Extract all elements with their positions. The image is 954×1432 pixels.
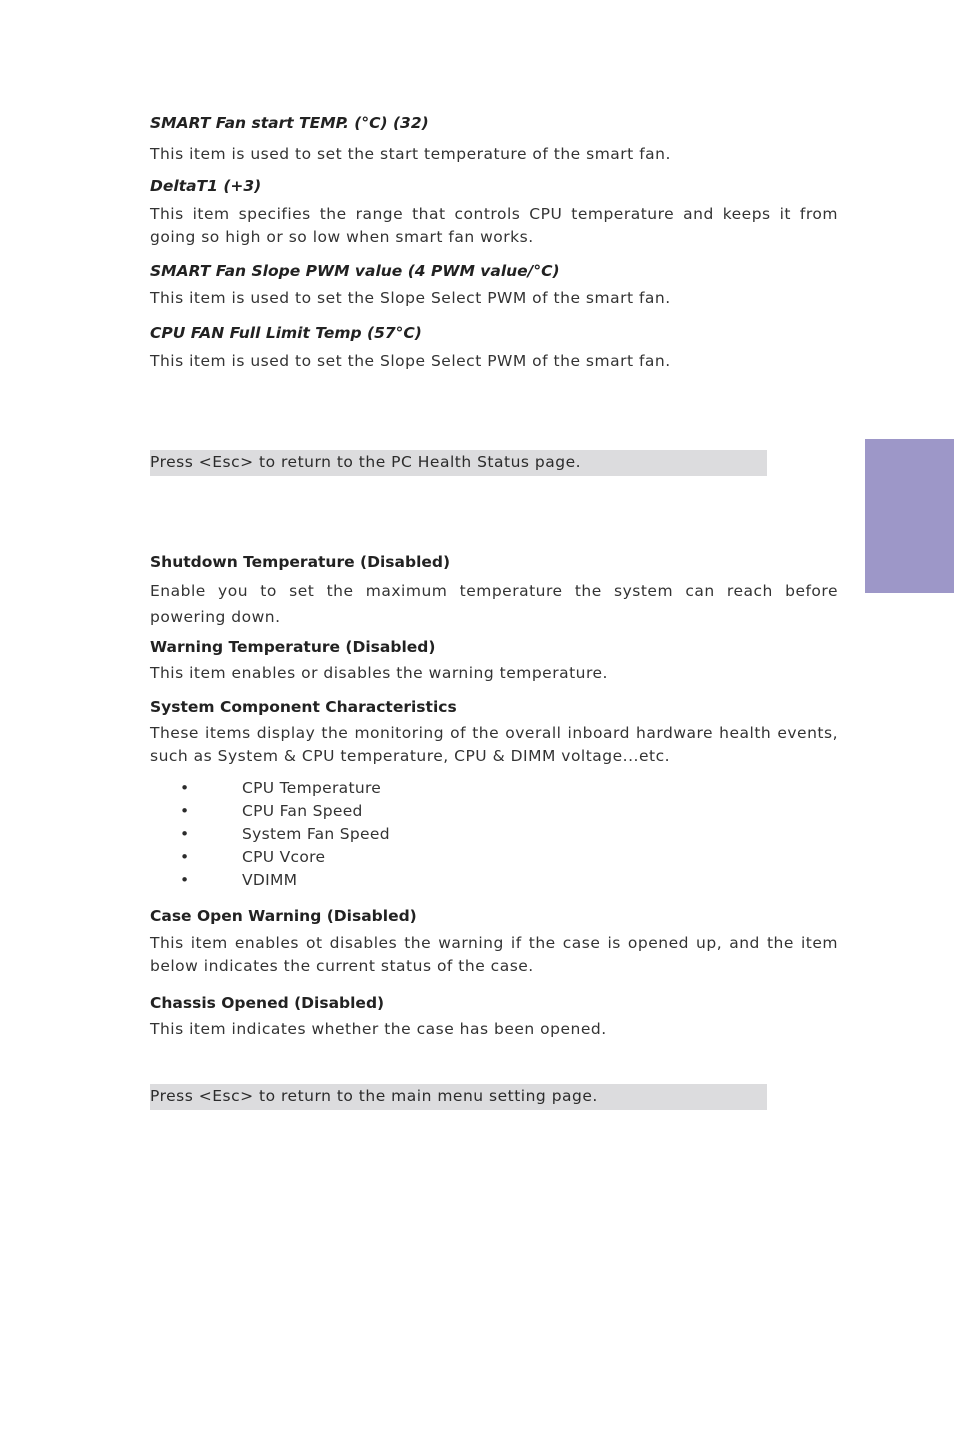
bullet: • xyxy=(180,802,190,820)
case-open-warning-heading: Case Open Warning (Disabled) xyxy=(150,907,417,925)
list-item: System Fan Speed xyxy=(242,825,390,843)
smart-fan-start-temp-heading: SMART Fan start TEMP. (°C) (32) xyxy=(150,114,429,132)
deltat1-heading: DeltaT1 (+3) xyxy=(150,177,262,195)
system-component-heading: System Component Characteristics xyxy=(150,698,457,716)
list-item: CPU Fan Speed xyxy=(242,802,363,820)
smart-fan-start-temp-desc: This item is used to set the start temperature of the smart fan. xyxy=(150,145,671,163)
system-component-desc: These items display the monitoring of the overall inboard hardware health events, such as System & CPU temperature, CPU & DIMM voltage...etc. xyxy=(150,724,838,765)
smart-fan-slope-desc: This item is used to set the Slope Select PWM of the smart fan. xyxy=(150,289,671,307)
list-item: VDIMM xyxy=(242,871,298,889)
note-main-menu: Press <Esc> to return to the main menu setting page. xyxy=(150,1084,767,1110)
case-open-warning-desc: This item enables ot disables the warning if the case is opened up, and the item below indicates the current status of the case. xyxy=(150,934,838,975)
bullet: • xyxy=(180,848,190,866)
note-pc-health: Press <Esc> to return to the PC Health Status page. xyxy=(150,450,767,476)
bullet: • xyxy=(180,825,190,843)
shutdown-temperature-heading: Shutdown Temperature (Disabled) xyxy=(150,553,451,571)
bullet: • xyxy=(180,779,190,797)
shutdown-temperature-desc: Enable you to set the maximum temperature the system can reach before powering down. xyxy=(150,582,838,626)
cpu-fan-full-limit-heading: CPU FAN Full Limit Temp (57°C) xyxy=(150,324,422,342)
list-item: CPU Temperature xyxy=(242,779,382,797)
cpu-fan-full-limit-desc: This item is used to set the Slope Select PWM of the smart fan. xyxy=(150,352,671,370)
chapter-side-tab xyxy=(865,439,954,593)
warning-temperature-heading: Warning Temperature (Disabled) xyxy=(150,638,436,656)
smart-fan-slope-heading: SMART Fan Slope PWM value (4 PWM value/°C) xyxy=(150,262,560,280)
chassis-opened-heading: Chassis Opened (Disabled) xyxy=(150,994,385,1012)
warning-temperature-desc: This item enables or disables the warning temperature. xyxy=(150,664,608,682)
bullet: • xyxy=(180,871,190,889)
list-item: CPU Vcore xyxy=(242,848,326,866)
deltat1-desc: This item specifies the range that controls CPU temperature and keeps it from going so high or so low when smart fan works. xyxy=(150,205,838,246)
chassis-opened-desc: This item indicates whether the case has been opened. xyxy=(150,1020,607,1038)
